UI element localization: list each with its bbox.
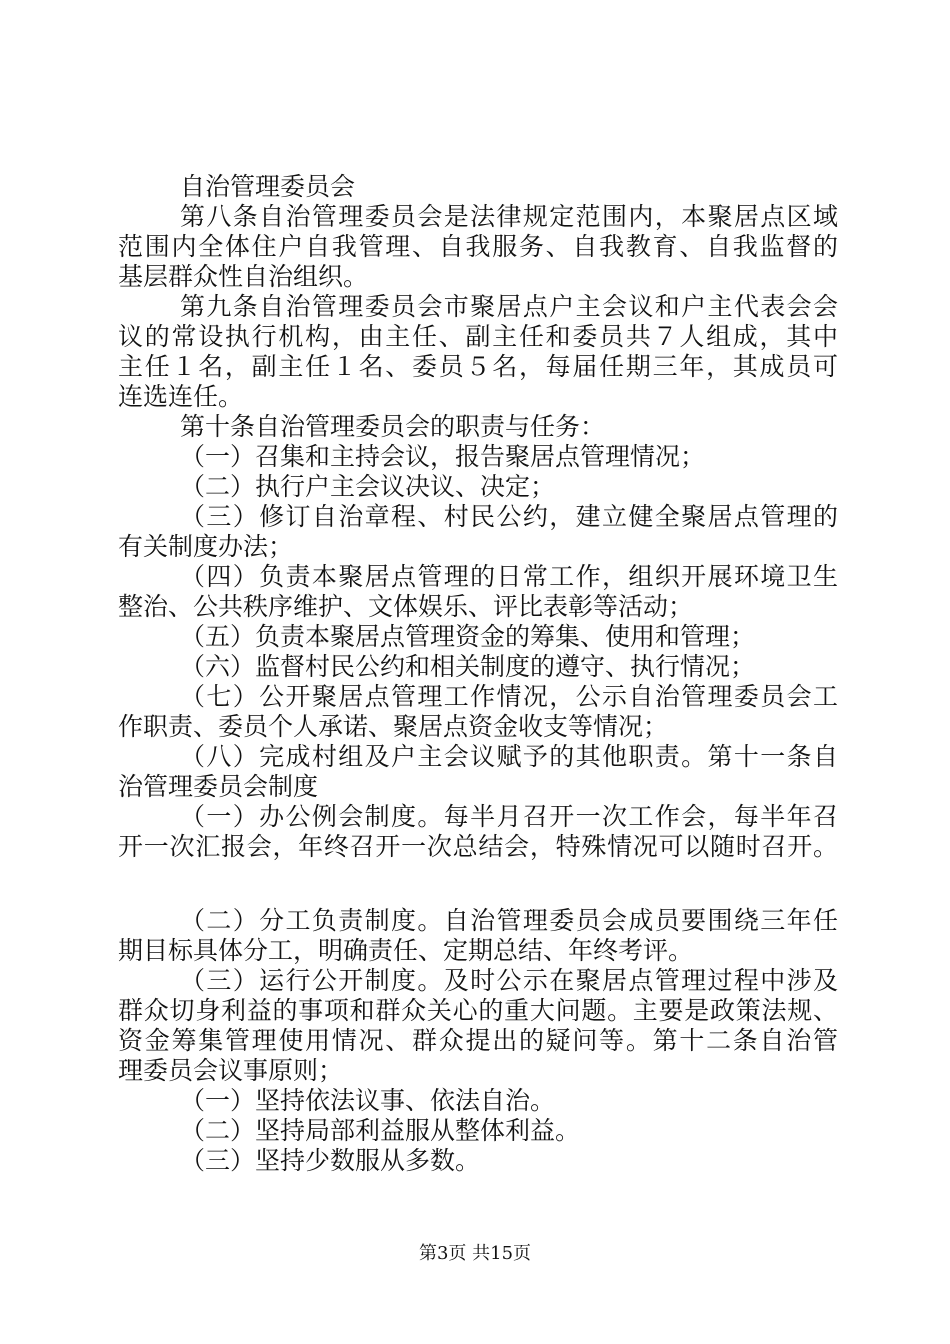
page-footer: 第3页 共15页 [418,1243,532,1264]
text-line: 期目标具体分工，明确责任、定期总结、年终考评。 [118,936,694,965]
text-line: 议的常设执行机构，由主任、副主任和委员共７人组成，其中 [118,322,838,351]
text-line: （一）坚持依法议事、依法自治。 [180,1086,556,1115]
text-line: （八）完成村组及户主会议赋予的其他职责。第十一条自 [180,742,838,771]
text-line: 第八条自治管理委员会是法律规定范围内，本聚居点区域 [180,202,838,231]
text-line: 连选连任。 [118,382,244,411]
text-line: （三）运行公开制度。及时公示在聚居点管理过程中涉及 [180,966,838,995]
text-line: （三）坚持少数服从多数。 [180,1146,481,1175]
text-line: 开一次汇报会，年终召开一次总结会，特殊情况可以随时召开。 [118,832,838,861]
text-line: （四）负责本聚居点管理的日常工作，组织开展环境卫生 [180,562,838,591]
text-line: 主任１名，副主任１名、委员５名，每届任期三年，其成员可 [118,352,838,381]
text-line: 资金筹集管理使用情况、群众提出的疑问等。第十二条自治管 [118,1026,838,1055]
text-line: （二）执行户主会议决议、决定； [180,472,556,501]
text-line: （五）负责本聚居点管理资金的筹集、使用和管理； [180,622,756,651]
section-heading: 自治管理委员会 [180,172,356,201]
text-line: （二）分工负责制度。自治管理委员会成员要围绕三年任 [180,906,838,935]
text-line: （二）坚持局部利益服从整体利益。 [180,1116,581,1145]
text-line: 有关制度办法； [118,532,294,561]
paragraph-gap [118,862,838,906]
text-line: 第九条自治管理委员会市聚居点户主会议和户主代表会会 [180,292,838,321]
text-line: （一）办公例会制度。每半月召开一次工作会，每半年召 [180,802,838,831]
text-line: 基层群众性自治组织。 [118,262,369,291]
text-line: 理委员会议事原则； [118,1056,344,1085]
text-line: （一）召集和主持会议，报告聚居点管理情况； [180,442,706,471]
text-line: （三）修订自治章程、村民公约，建立健全聚居点管理的 [180,502,838,531]
text-line: 范围内全体住户自我管理、自我服务、自我教育、自我监督的 [118,232,838,261]
text-line: 群众切身利益的事项和群众关心的重大问题。主要是政策法规、 [118,996,838,1025]
text-line: 作职责、委员个人承诺、聚居点资金收支等情况； [118,712,669,741]
text-line: 整治、公共秩序维护、文体娱乐、评比表彰等活动； [118,592,694,621]
text-line: 第十条自治管理委员会的职责与任务： [180,412,606,441]
document-body [118,172,838,1176]
text-line: （六）监督村民公约和相关制度的遵守、执行情况； [180,652,756,681]
text-line: 治管理委员会制度 [118,772,319,801]
text-line: （七）公开聚居点管理工作情况，公示自治管理委员会工 [180,682,838,711]
